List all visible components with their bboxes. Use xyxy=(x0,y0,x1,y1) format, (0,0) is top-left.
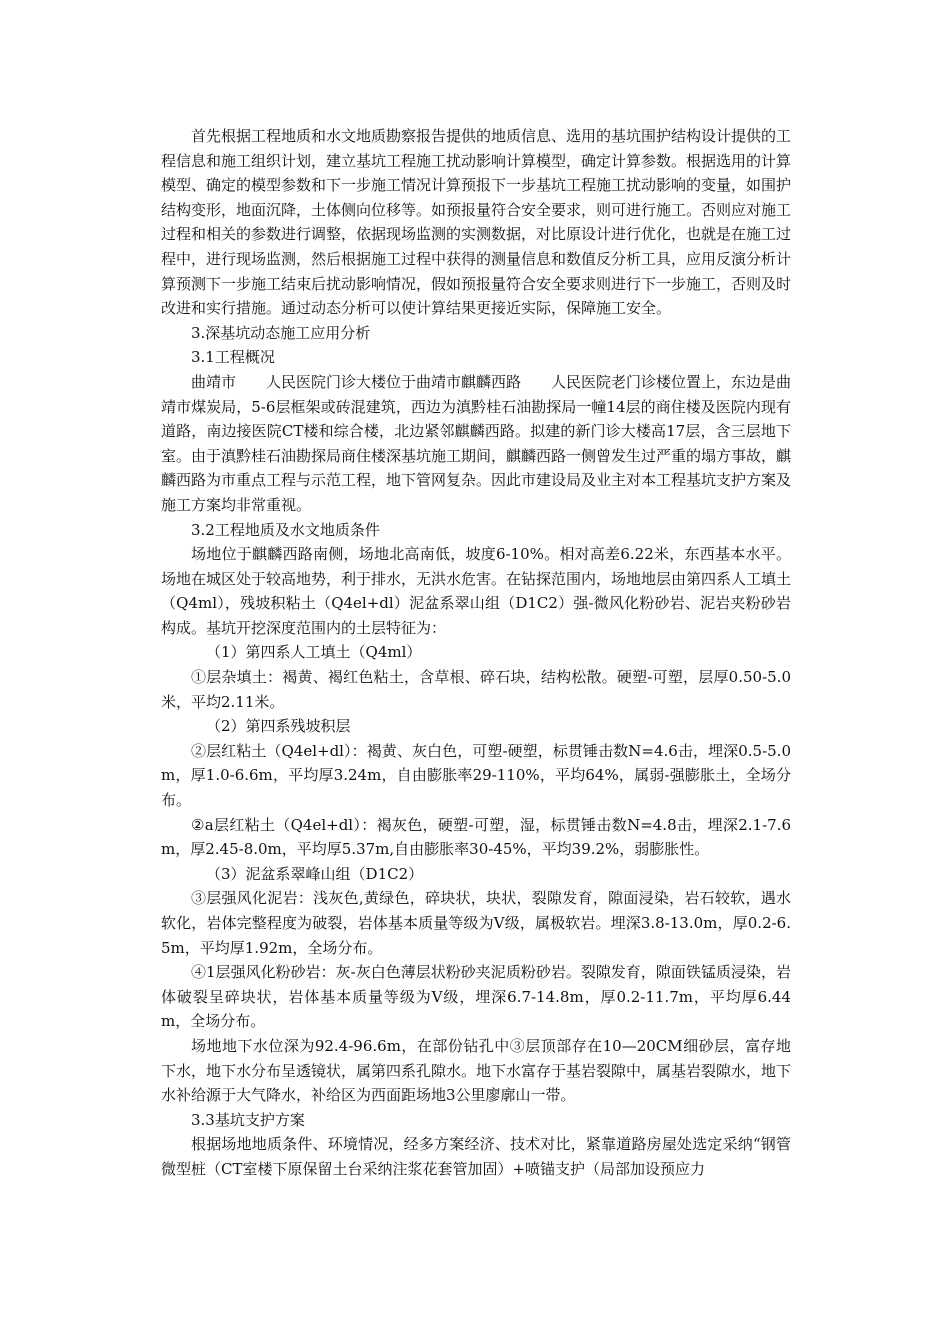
section-heading-3-1: 3.1工程概况 xyxy=(191,348,275,367)
paragraph-layer-1: ①层杂填土：褐黄、褐红色粘土，含草根、碎石块，结构松散。硬塑-可塑，层厚0.50-5.0米，平均2.11米。 xyxy=(161,668,791,711)
document-body xyxy=(161,124,791,1182)
subheading-devonian: （3）泥盆系翠峰山组（D1C2） xyxy=(206,864,424,883)
paragraph-layer-4-1: ④1层强风化粉砂岩：灰-灰白色薄层状粉砂夹泥质粉砂岩。裂隙发育，隙面铁锰质浸染，岩体破裂呈碎块状，岩体基本质量等级为V级，埋深6.7-14.8m，厚0.2-11.7m，平均厚6.44m，全场分布。 xyxy=(161,963,791,1031)
paragraph-layer-2: ②层红粘土（Q4el+dl）：褐黄、灰白色，可塑-硬塑，标贯锤击数N=4.6击，埋深0.5-5.0m，厚1.0-6.6m，平均厚3.24m，自由膨胀率29-110%，平均64%，属弱-强膨胀土，全场分布。 xyxy=(161,741,791,810)
section-heading-3: 3.深基坑动态施工应用分析 xyxy=(191,323,371,342)
paragraph-site-conditions: 场地位于麒麟西路南侧，场地北高南低，坡度6-10%。相对高差6.22米，东西基本水平。场地在城区处于较高地势，利于排水，无洪水危害。在钻探范围内，场地地层由第四系人工填土（Q4ml），残坡积粘土（Q4el+dl）泥盆系翠山组（D1C2）强-微风化粉砂岩、泥岩夹粉砂岩构成。基坑开挖深度范围内的土层特征为： xyxy=(161,545,792,637)
paragraph-layer-3: ③层强风化泥岩：浅灰色,黄绿色，碎块状，块状，裂隙发育，隙面浸染，岩石较软，遇水软化，岩体完整程度为破裂，岩体基本质量等级为V级，属极软岩。埋深3.8-13.0m，厚0.2-6.5m，平均厚1.92m，全场分布。 xyxy=(161,889,791,957)
paragraph-layer-2a: ②a层红粘土（Q4el+dl）：褐灰色，硬塑-可塑，湿，标贯锤击数N=4.8击，埋深2.1-7.6m，厚2.45-8.0m，平均厚5.37m,自由膨胀率30-45%，平均39.2%，弱膨胀性。 xyxy=(161,815,791,859)
paragraph-support-scheme: 根据场地地质条件、环境情况，经多方案经济、技术对比，紧靠道路房屋处选定采纳“钢管微型桩（CT室楼下原保留土台采纳注浆花套管加固）+喷锚支护（局部加设预应力 xyxy=(161,1135,791,1178)
paragraph-dynamic-analysis: 首先根据工程地质和水文地质勘察报告提供的地质信息、选用的基坑围护结构设计提供的工程信息和施工组织计划，建立基坑工程施工扰动影响计算模型，确定计算参数。根据选用的计算模型、确定的模型参数和下一步施工情况计算预报下一步基坑工程施工扰动影响的变量，如围护结构变形，地面沉降，土体侧向位移等。如预报量符合安全要求，则可进行施工。否则应对施工过程和相关的参数进行调整，依据现场监测的实测数据，对比原设计进行优化，也就是在施工过程中，进行现场监测，然后根据施工过程中获得的测量信息和数值反分析工具，应用反演分析计算预测下一步施工结束后扰动影响情况，假如预报量符合安全要求则进行下一步施工，否则及时改进和实行措施。通过动态分析可以使计算结果更接近实际，保障施工安全。 xyxy=(161,127,792,318)
subheading-fill-soil: （1）第四系人工填土（Q4ml） xyxy=(206,643,422,662)
paragraph-project-overview: 曲靖市 人民医院门诊大楼位于曲靖市麒麟西路 人民医院老门诊楼位置上，东边是曲靖市煤炭局，5-6层框架或砖混建筑，西边为滇黔桂石油勘探局一幢14层的商住楼及医院内现有道路，南边接医院CT楼和综合楼，北边紧邻麒麟西路。拟建的新门诊大楼高17层，含三层地下室。由于滇黔桂石油勘探局商住楼深基坑施工期间，麒麟西路一侧曾发生过严重的塌方事故，麒麟西路为市重点工程与示范工程，地下管网复杂。因此市建设局及业主对本工程基坑支护方案及施工方案均非常重视。 xyxy=(161,372,792,514)
section-heading-3-2: 3.2工程地质及水文地质条件 xyxy=(191,520,380,539)
subheading-residual-layer: （2）第四系残坡积层 xyxy=(206,717,351,736)
paragraph-groundwater: 场地地下水位深为92.4-96.6m，在部份钻孔中③层顶部存在10—20CM细砂层，富存地下水，地下水分布呈透镜状，属第四系孔隙水。地下水富存于基岩裂隙中，属基岩裂隙水，地下水补给源于大气降水，补给区为西面距场地3公里廖廓山一带。 xyxy=(161,1036,792,1105)
section-heading-3-3: 3.3基坑支护方案 xyxy=(191,1110,305,1129)
